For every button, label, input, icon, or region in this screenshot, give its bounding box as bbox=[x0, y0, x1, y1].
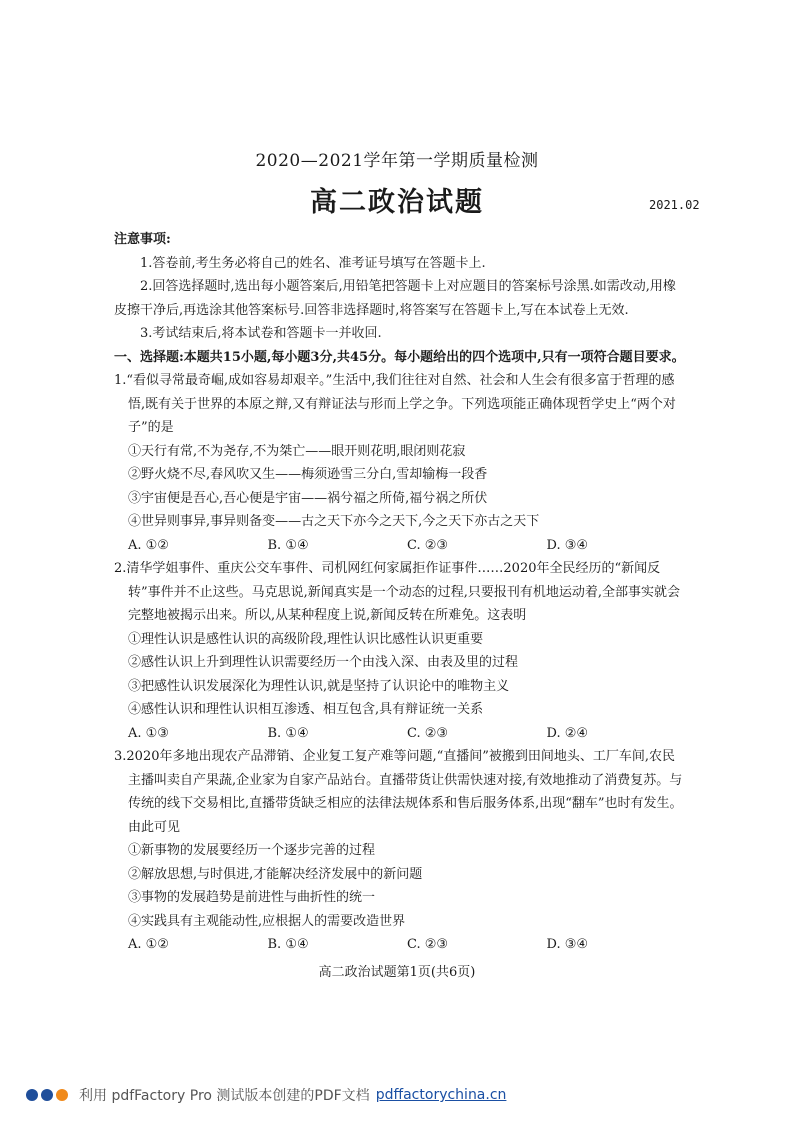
choice-c: C. ②③ bbox=[407, 937, 449, 952]
question-option: ②感性认识上升到理性认识需要经历一个由浅入深、由表及里的过程 bbox=[128, 655, 519, 670]
question-option: ①新事物的发展要经历一个逐步完善的过程 bbox=[128, 843, 376, 858]
question-option: ①理性认识是感性认识的高级阶段,理性认识比感性认识更重要 bbox=[128, 631, 484, 647]
choice-b: B. ①④ bbox=[267, 937, 309, 952]
answer-choices bbox=[114, 534, 686, 558]
question-3 bbox=[114, 745, 686, 957]
choice-d: D. ③④ bbox=[546, 537, 589, 553]
question-stem: 2.清华学姐事件、重庆公交车事件、司机网红何家属拒作证事件……2020年全民经历的“新闻反转”事件并不止这些。马克思说,新闻真实是一个动态的过程,只要报刊有机地运动着,全部事实就会完整地被揭示出来。所以,从某种程度上说,新闻反转在所难免。这表明 bbox=[114, 561, 681, 623]
banner-dot-icon bbox=[41, 1089, 53, 1101]
answer-choices bbox=[114, 933, 686, 957]
question-2 bbox=[114, 557, 686, 745]
question-option: ④实践具有主观能动性,应根据人的需要改造世界 bbox=[128, 913, 406, 929]
choice-d: D. ②④ bbox=[546, 725, 589, 741]
question-option: ③事物的发展趋势是前进性与曲折性的统一 bbox=[128, 890, 376, 905]
choice-a: A. ①② bbox=[128, 537, 169, 553]
notice-item: 2.回答选择题时,选出每小题答案后,用铅笔把答题卡上对应题目的答案标号涂黑.如需改动,用橡皮擦干净后,再选涂其他答案标号.回答非选择题时,将答案写在答题卡上,写在本试卷上无效. bbox=[114, 279, 676, 318]
choice-b: B. ①④ bbox=[267, 725, 309, 741]
banner-text: 利用 pdfFactory Pro 测试版本创建的PDF文档 bbox=[79, 1088, 370, 1104]
question-option: ④感性认识和理性认识相互渗透、相互包含,具有辩证统一关系 bbox=[128, 702, 484, 717]
question-option: ①天行有常,不为尧存,不为桀亡——眼开则花明,眼闭则花寂 bbox=[128, 443, 466, 459]
choice-a: A. ①③ bbox=[128, 725, 169, 741]
notice-item: 1.答卷前,考生务必将自己的姓名、准考证号填写在答题卡上. bbox=[140, 255, 486, 271]
question-option: ③把感性认识发展深化为理性认识,就是坚持了认识论中的唯物主义 bbox=[128, 678, 510, 694]
exam-subtitle: 2020—2021学年第一学期质量检测 bbox=[255, 151, 539, 171]
pdffactory-banner bbox=[26, 1085, 506, 1105]
answer-choices bbox=[114, 722, 686, 746]
choice-d: D. ③④ bbox=[546, 937, 589, 952]
question-1 bbox=[114, 369, 686, 557]
banner-dot-icon bbox=[26, 1089, 38, 1101]
choice-b: B. ①④ bbox=[267, 537, 309, 553]
choice-c: C. ②③ bbox=[407, 537, 449, 553]
exam-content bbox=[114, 228, 686, 957]
notice-item: 3.考试结束后,将本试卷和答题卡一并收回. bbox=[140, 326, 382, 341]
question-option: ③宇宙便是吾心,吾心便是宇宙——祸兮福之所倚,福兮祸之所伏 bbox=[128, 490, 488, 506]
question-option: ④世异则事异,事异则备变——古之天下亦今之天下,今之天下亦古之天下 bbox=[128, 514, 540, 529]
banner-dot-icon bbox=[56, 1089, 68, 1101]
page-footer: 高二政治试题第1页(共6页) bbox=[318, 965, 476, 980]
exam-date: 2021.02 bbox=[649, 198, 700, 212]
choice-a: A. ①② bbox=[128, 937, 169, 952]
choice-c: C. ②③ bbox=[407, 725, 449, 741]
notice-heading: 注意事项: bbox=[114, 232, 171, 247]
question-stem: 1.“看似寻常最奇崛,成如容易却艰辛。”生活中,我们往往对自然、社会和人生会有很多富于哲理的感悟,既有关于世界的本原之辩,又有辩证法与形而上学之争。下列选项能正确体现哲学史上“两个对子”的是 bbox=[114, 373, 676, 435]
question-stem: 3.2020年多地出现农产品滞销、企业复工复产难等问题,“直播间”被搬到田间地头、工厂车间,农民主播叫卖自产果蔬,企业家为自家产品站台。直播带货让供需快速对接,有效地推动了消费复苏。与传统的线下交易相比,直播带货缺乏相应的法律法规体系和售后服务体系,出现“翻车”也时有发生。由此可见 bbox=[114, 749, 683, 835]
section-heading: 一、选择题:本题共15小题,每小题3分,共45分。每小题给出的四个选项中,只有一项符合题目要求。 bbox=[114, 349, 685, 365]
question-option: ②野火烧不尽,春风吹又生——梅须逊雪三分白,雪却输梅一段香 bbox=[128, 467, 488, 482]
question-option: ②解放思想,与时俱进,才能解决经济发展中的新问题 bbox=[128, 866, 423, 882]
banner-link[interactable]: pdffactorychina.cn bbox=[375, 1087, 507, 1103]
exam-title: 高二政治试题 bbox=[310, 187, 484, 218]
